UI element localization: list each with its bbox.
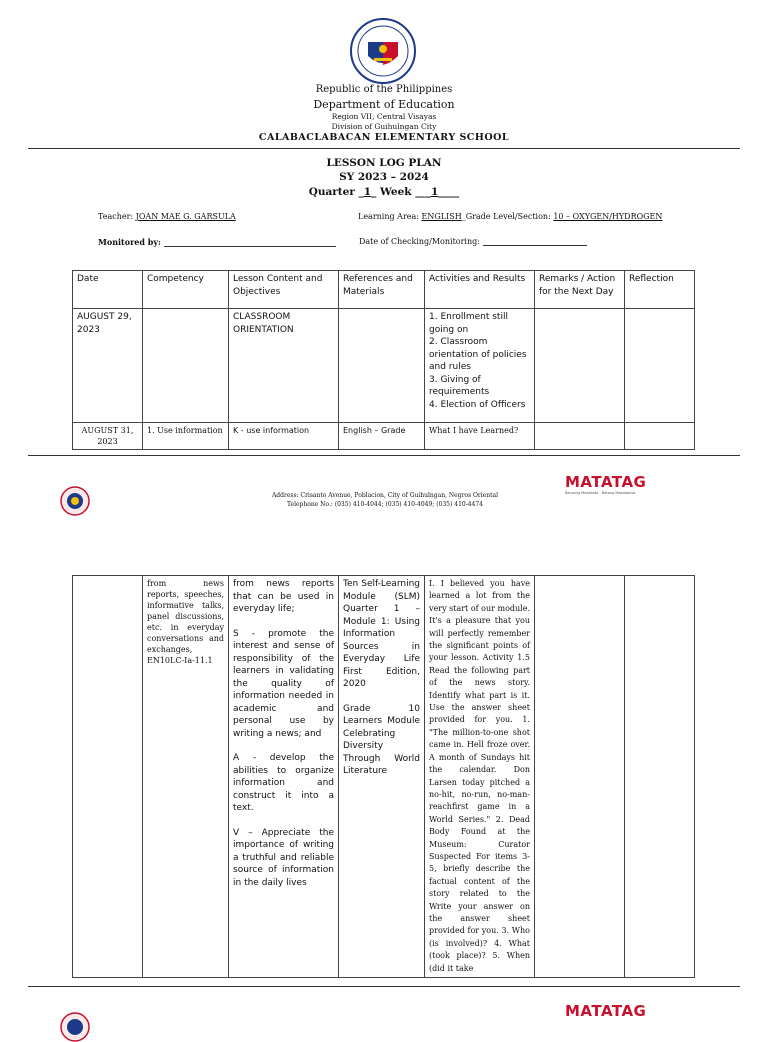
table-row: [73, 576, 695, 978]
matatag-logo: MATATAG: [565, 473, 647, 491]
table-header-row: [73, 271, 695, 309]
date-checking-field: Date of Checking/Monitoring:: [359, 237, 587, 246]
table-row: [73, 423, 695, 450]
p2-remarks: [535, 576, 625, 978]
footer-divider-2: [28, 986, 740, 987]
table-row: [73, 309, 695, 423]
learning-area-field: Learning Area: ENGLISH_Grade Level/Section: 10 – OXYGEN/HYDROGEN: [358, 212, 663, 221]
deped-seal-icon: [350, 18, 416, 84]
header-competency: Competency: [143, 271, 229, 309]
lesson-log-table-continued: [72, 575, 695, 978]
header-remarks: Remarks / Action for the Next Day: [535, 271, 625, 309]
p2-activities: I. I believed you have learned a lot from the very start of our module. It's a pleasure that you will perfectly remember the significant points of your lesson. Activity 1.5 Read the following part of the news story. Identify what part is it. Use the answer sheet provided for you. 1. "The million-to-one shot came in. Hell froze over. A month of Sundays hit the calendar. Don Larsen today pitched a no-hit, no-run, no-man-reachfirst game in a World Series." 2. Dead Body Found at the Museum: Curator Suspected For items 3-5, briefly describe the factual content of the story related to the Write your answer on the answer sheet provided for you. 3. Who (is involved)? 4. What (took place)? 5. When (did it take: [425, 576, 535, 978]
row1-content: CLASSROOM ORIENTATION: [229, 309, 339, 423]
school-seal-icon: [60, 486, 90, 516]
school-name: CALABACLABACAN ELEMENTARY SCHOOL: [258, 132, 510, 143]
row1-reflection: [625, 309, 695, 423]
header-divider: [28, 148, 740, 149]
matatag-logo-2: MATATAG: [565, 1002, 647, 1020]
footer-divider: [28, 455, 740, 456]
teacher-field: Teacher: JOAN MAE G. GARSULA: [98, 212, 236, 221]
quarter-week: Quarter _1_ Week ___1____: [308, 186, 460, 198]
department-line: Department of Education: [313, 98, 455, 111]
p2-reflection: [625, 576, 695, 978]
p2-content: from news reports that can be used in everyday life; S - promote the interest and sense of responsibility of the learners in validating the quality of information needed in academic and personal use by writing a news; and A - develop the abilities to organize information and construct it into a text. V – Appreciate the importance of writing a truthful and reliable source of information in the daily lives: [229, 576, 339, 978]
teacher-value: JOAN MAE G. GARSULA: [135, 212, 236, 221]
p2-competency: from news reports, speeches, informative talks, panel discussions, etc. in everyday conversations and exchanges, EN10LC-Ia-11.1: [143, 576, 229, 978]
row1-date: AUGUST 29, 2023: [73, 309, 143, 423]
quarter-value: 1: [363, 186, 372, 198]
row1-remarks: [535, 309, 625, 423]
monitored-by-blank: [164, 246, 336, 247]
row1-competency: [143, 309, 229, 423]
learning-area-value: ENGLISH: [421, 212, 462, 221]
row2-references: English – Grade: [339, 423, 425, 450]
monitored-by-field: Monitored by:: [98, 237, 336, 247]
row2-reflection: [625, 423, 695, 450]
header-content: Lesson Content and Objectives: [229, 271, 339, 309]
republic-line: Republic of the Philippines: [315, 84, 453, 95]
region-line: Region VII, Central Visayas: [331, 112, 437, 121]
header-reflection: Reflection: [625, 271, 695, 309]
p2-references: Ten Self-Learning Module (SLM) Quarter 1 – Module 1: Using Information Sources in Everyday Life First Edition, 2020 Grade 10 Learners Module Celebrating Diversity Through World Literature: [339, 576, 425, 978]
row2-date: AUGUST 31, 2023: [73, 423, 143, 450]
footer-address: Address: Crisanto Avenue, Poblacion, City of Guihulngan, Negros Oriental Telephone No.: (035) 410-4044; (035) 410-4049; (035) 410-4474: [271, 492, 499, 508]
matatag-tagline: Bansang Makabata · Batang Makabansa: [565, 491, 636, 495]
row1-activities: 1. Enrollment still going on 2. Classroom orientation of policies and rules 3. Giving of requirements 4. Election of Officers: [425, 309, 535, 423]
p2-date: [73, 576, 143, 978]
date-checking-blank: [483, 245, 587, 246]
lesson-log-table: [72, 270, 695, 450]
school-year: SY 2023 – 2024: [339, 171, 429, 183]
header-date: Date: [73, 271, 143, 309]
grade-section-value: 10 – OXYGEN/HYDROGEN: [553, 212, 663, 221]
row2-remarks: [535, 423, 625, 450]
row2-content: K - use information: [229, 423, 339, 450]
row2-competency: 1. Use information: [143, 423, 229, 450]
header-references: References and Materials: [339, 271, 425, 309]
school-seal-icon-2: [60, 1012, 90, 1042]
row1-references: [339, 309, 425, 423]
header-activities: Activities and Results: [425, 271, 535, 309]
week-value: 1: [430, 186, 439, 198]
row2-activities: What I have Learned?: [425, 423, 535, 450]
doc-title: LESSON LOG PLAN: [326, 157, 442, 169]
division-line: Division of Guihulngan City: [331, 122, 437, 131]
